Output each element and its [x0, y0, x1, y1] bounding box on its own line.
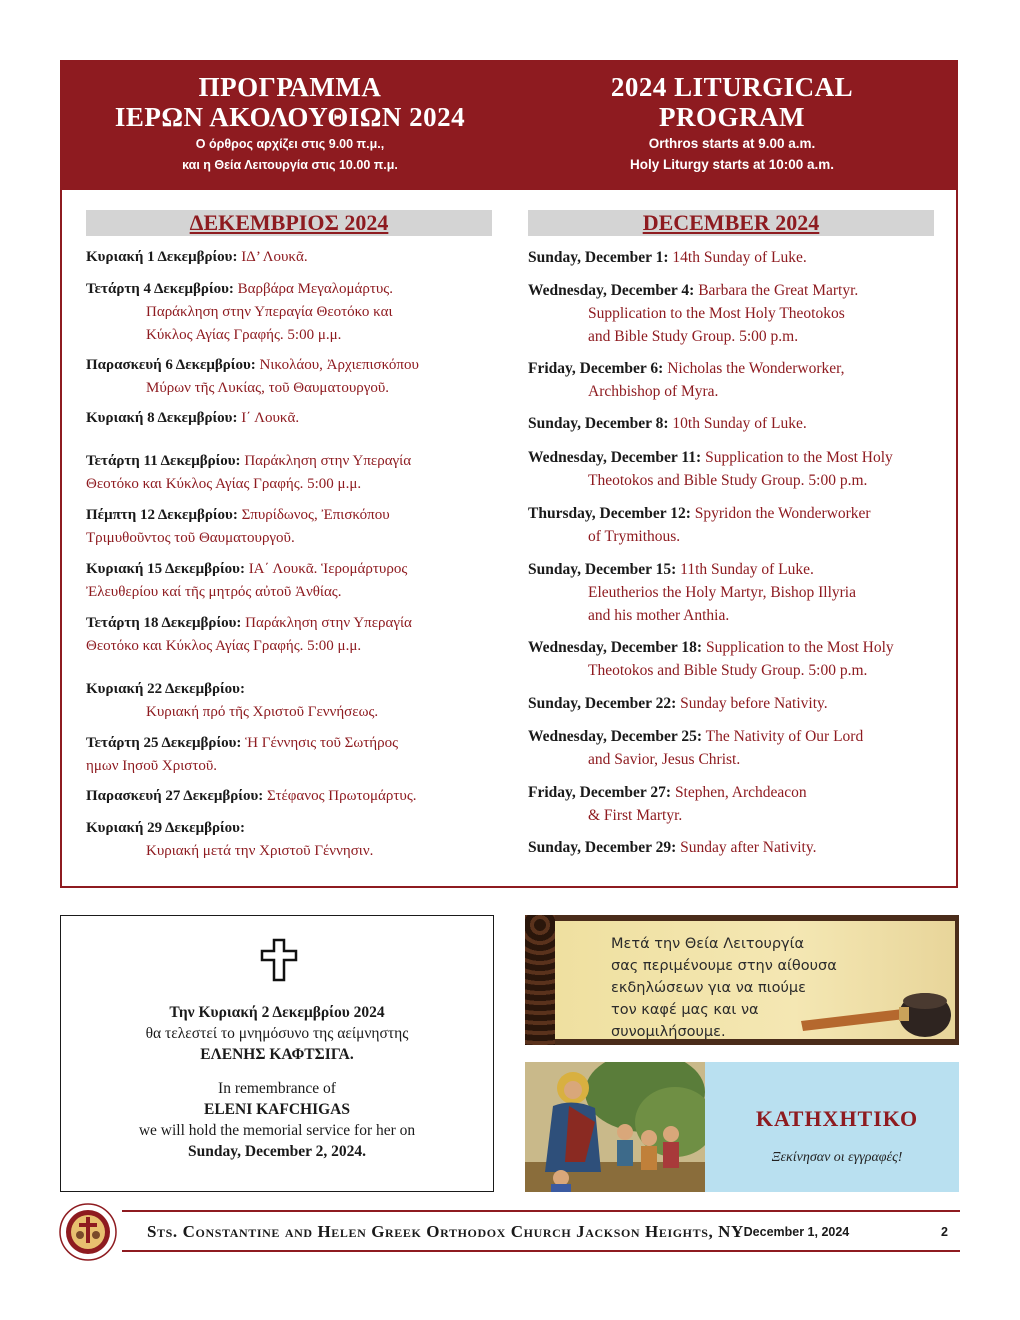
memorial-text [61, 1002, 493, 1162]
event-day: Thursday, December 12: [528, 505, 691, 522]
schedule-event [86, 354, 506, 400]
event-description: Stephen, Archdeacon [671, 784, 807, 801]
event-description: Supplication to the Most Holy [701, 449, 893, 466]
event-description: Σπυρίδωνος, Ἐπισκόπου [237, 507, 390, 523]
english-title-line2: PROGRAM [659, 102, 805, 132]
event-day: Sunday, December 29: [528, 839, 677, 856]
event-description: Spyridon the Wonderworker [690, 505, 871, 522]
coffee-line: συνομιλήσουμε. [611, 1024, 726, 1040]
church-seal-logo [59, 1203, 117, 1261]
event-description-cont: Eleutherios the Holy Martyr, Bishop Illyria [588, 584, 856, 601]
event-description-cont: and Bible Study Group. 5:00 p.m. [588, 328, 799, 345]
event-description-cont: Θεοτόκο και Κύκλος Αγίας Γραφής. 5:00 μ.μ. [86, 476, 362, 492]
event-description-cont: Ἐλευθερίου καί τῆς μητρός αὐτοῦ Ἀνθίας. [86, 584, 342, 600]
schedule-event [528, 558, 948, 627]
event-day: Friday, December 27: [528, 784, 672, 801]
event-description: Sunday after Nativity. [676, 839, 817, 856]
christ-with-children-icon [525, 1062, 705, 1192]
schedule-event [86, 558, 506, 604]
event-description-cont: and Savior, Jesus Christ. [588, 751, 741, 768]
event-description: Βαρβάρα Μεγαλομάρτυς. [233, 281, 394, 297]
event-description-cont: Archbishop of Myra. [588, 383, 719, 400]
event-description-cont: Τριμυθοῦντος τοῦ Θαυματουργοῦ. [86, 530, 295, 546]
coffee-briki-icon [795, 981, 955, 1039]
memorial-greek-line1: Την Κυριακή 2 Δεκεμβρίου 2024 [169, 1004, 385, 1021]
coffee-line: εκδηλώσεων για να πιούμε [611, 980, 806, 996]
schedule-event [528, 781, 948, 827]
english-month-label: DECEMBER 2024 [642, 210, 820, 235]
coffee-beans-image [525, 915, 555, 1045]
memorial-english-line2: we will hold the memorial service for her on [138, 1122, 416, 1139]
greek-title-line2: ΙΕΡΩΝ ΑΚΟΛΟΥΘΙΩΝ 2024 [114, 102, 466, 132]
event-day: Παρασκευή 27 Δεκεμβρίου: [86, 788, 264, 804]
greek-sub-line2: και η Θεία Λειτουργία στις 10.00 π.μ. [182, 158, 398, 172]
event-day: Πέμπτη 12 Δεκεμβρίου: [86, 507, 238, 523]
coffee-line: τον καφέ μας και να [611, 1002, 759, 1018]
event-description-cont: Theotokos and Bible Study Group. 5:00 p.m. [588, 472, 868, 489]
event-description-cont: Κυριακή μετά την Χριστοῦ Γέννησιν. [146, 843, 374, 859]
event-description: 11th Sunday of Luke. [676, 561, 814, 578]
schedule-event [528, 412, 948, 435]
coffee-banner-panel [555, 921, 955, 1039]
english-sub-line1: Orthros starts at 9.00 a.m. [648, 136, 816, 151]
schedule-event [86, 407, 506, 430]
event-description: Παράκληση στην Υπεραγία [241, 615, 412, 631]
greek-header [70, 72, 510, 176]
schedule-event [528, 636, 948, 682]
schedule-event [86, 817, 506, 863]
event-description-cont: Supplication to the Most Holy Theotokos [588, 305, 845, 322]
event-day: Κυριακή 1 Δεκεμβρίου: [86, 249, 238, 265]
greek-sub-line1: Ο όρθρος αρχίζει στις 9.00 π.μ., [195, 137, 385, 151]
memorial-english-line1: In remembrance of [218, 1080, 336, 1097]
event-day: Παρασκευή 6 Δεκεμβρίου: [86, 357, 256, 373]
event-description-cont: Κύκλος Αγίας Γραφής. 5:00 μ.μ. [146, 327, 342, 343]
cross-icon [260, 938, 298, 982]
schedule-event [528, 279, 948, 348]
schedule-event [86, 278, 506, 347]
memorial-notice [60, 915, 494, 1192]
event-day: Κυριακή 8 Δεκεμβρίου: [86, 410, 238, 426]
english-sub-line2: Holy Liturgy starts at 10:00 a.m. [629, 157, 835, 172]
event-day: Friday, December 6: [528, 360, 664, 377]
schedule-event [528, 836, 948, 859]
event-description: Παράκληση στην Υπεραγία [240, 453, 412, 469]
schedule-event [86, 732, 506, 778]
footer-church-name: Sts. Constantine and Helen Greek Orthodox Church Jackson Heights, NY [147, 1222, 744, 1241]
event-day: Sunday, December 15: [528, 561, 677, 578]
memorial-greek-name: ΕΛΕΝΗΣ ΚΑΦΤΣΙΓΑ. [200, 1046, 354, 1063]
event-description-cont: Theotokos and Bible Study Group. 5:00 p.m. [588, 662, 868, 679]
greek-title-line1: ΠΡΟΓΡΑΜΜΑ [198, 72, 382, 102]
schedule-event [86, 678, 506, 724]
english-month-heading [528, 210, 934, 236]
program-header [62, 62, 956, 190]
event-day: Τετάρτη 25 Δεκεμβρίου: [86, 735, 242, 751]
schedule-event [528, 692, 948, 715]
event-day: Wednesday, December 18: [528, 639, 703, 656]
coffee-hour-banner [525, 915, 959, 1045]
schedule-event [528, 502, 948, 548]
event-description: Sunday before Nativity. [676, 695, 828, 712]
catechism-subtitle: Ξεκίνησαν οι εγγραφές! [771, 1150, 903, 1165]
event-description: ΙΑ΄ Λουκᾶ. Ἱερομάρτυρος [244, 561, 408, 577]
schedule-event [528, 357, 948, 403]
event-description-cont: Μύρων τῆς Λυκίας, τοῦ Θαυματουργοῦ. [146, 380, 390, 396]
event-description-cont: Παράκληση στην Υπεραγία Θεοτόκο και [146, 304, 393, 320]
event-day: Wednesday, December 4: [528, 282, 695, 299]
page-number: 2 [941, 1225, 948, 1239]
event-description: Supplication to the Most Holy [702, 639, 894, 656]
event-description-cont: Θεοτόκο και Κύκλος Αγίας Γραφής. 5:00 μ.μ. [86, 638, 362, 654]
event-description: Ι΄ Λουκᾶ. [237, 410, 300, 426]
schedule-event [86, 785, 506, 808]
event-description: Νικολάου, Ἀρχιεπισκόπου [255, 357, 419, 373]
footer-rule-top [122, 1210, 960, 1212]
event-day: Τετάρτη 4 Δεκεμβρίου: [86, 281, 234, 297]
event-description-cont: & First Martyr. [588, 807, 683, 824]
event-description: ΙΔ’ Λουκᾶ. [237, 249, 308, 265]
event-description: 10th Sunday of Luke. [668, 415, 807, 432]
event-description-cont: and his mother Anthia. [588, 607, 730, 624]
coffee-line: Μετά την Θεία Λειτουργία [611, 936, 805, 952]
event-description-cont: of Trymithous. [588, 528, 681, 545]
event-day: Sunday, December 22: [528, 695, 677, 712]
event-day: Sunday, December 1: [528, 249, 669, 266]
memorial-greek-line2: θα τελεστεί το μνημόσυνο της αείμνηστης [145, 1025, 409, 1042]
schedule-event [528, 446, 948, 492]
event-description: The Nativity of Our Lord [702, 728, 864, 745]
event-description: 14th Sunday of Luke. [668, 249, 807, 266]
event-description: Barbara the Great Martyr. [694, 282, 859, 299]
event-description-cont: ημων Ιησοῦ Χριστοῦ. [86, 758, 218, 774]
event-day: Τετάρτη 11 Δεκεμβρίου: [86, 453, 241, 469]
event-day: Τετάρτη 18 Δεκεμβρίου: [86, 615, 242, 631]
schedule-event [86, 504, 506, 550]
event-description: Ἡ Γέννησις τοῦ Σωτήρος [241, 735, 399, 751]
english-header [512, 72, 952, 176]
event-day: Sunday, December 8: [528, 415, 669, 432]
liturgical-program [60, 60, 958, 888]
event-description: Nicholas the Wonderworker, [663, 360, 845, 377]
catechism-title: ΚΑΤΗΧΗΤΙΚΟ [755, 1106, 919, 1131]
schedule-event [86, 246, 506, 269]
schedule-event [86, 612, 506, 658]
event-description-cont: Κυριακή πρό τῆς Χριστοῦ Γεννήσεως. [146, 704, 379, 720]
footer-date: - December 1, 2024 [736, 1225, 850, 1239]
english-title-line1: 2024 LITURGICAL [610, 72, 854, 102]
schedule-event [86, 450, 506, 496]
event-day: Wednesday, December 25: [528, 728, 703, 745]
event-day: Wednesday, December 11: [528, 449, 702, 466]
schedule-event [528, 246, 948, 269]
memorial-english-date: Sunday, December 2, 2024. [188, 1143, 366, 1160]
schedule-event [528, 725, 948, 771]
coffee-line: σας περιμένουμε στην αίθουσα [611, 958, 837, 974]
greek-month-heading [86, 210, 492, 236]
memorial-english-name: ELENI KAFCHIGAS [204, 1101, 350, 1118]
footer-rule-bottom [122, 1250, 960, 1252]
event-day: Κυριακή 22 Δεκεμβρίου: [86, 681, 245, 697]
event-description: Στέφανος Πρωτομάρτυς. [263, 788, 417, 804]
event-day: Κυριακή 29 Δεκεμβρίου: [86, 820, 245, 836]
greek-month-label: ΔΕΚΕΜΒΡΙΟΣ 2024 [189, 210, 389, 235]
event-day: Κυριακή 15 Δεκεμβρίου: [86, 561, 245, 577]
catechism-banner [525, 1062, 959, 1192]
